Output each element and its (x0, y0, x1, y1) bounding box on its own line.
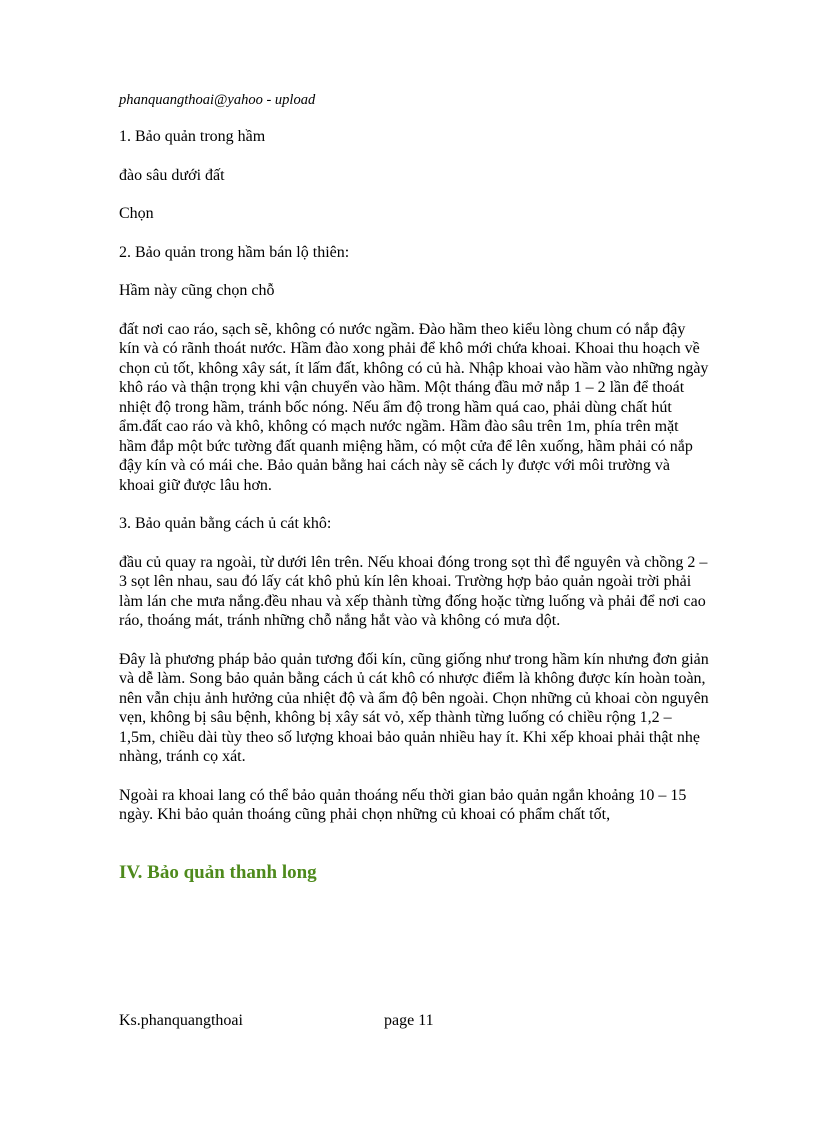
paragraph: Ngoài ra khoai lang có thể bảo quản thoáng nếu thời gian bảo quản ngắn khoảng 10 – 15 ngày. Khi bảo quản thoáng cũng phải chọn những củ khoai có phẩm chất tốt, (119, 786, 687, 823)
section-heading: IV. Bảo quản thanh long (119, 861, 317, 883)
footer-author: Ks.phanquangthoai (119, 1012, 243, 1029)
paragraph: Chọn (119, 205, 154, 222)
paragraph: đất nơi cao ráo, sạch sẽ, không có nước ngầm. Đào hầm theo kiểu lòng chum có nắp đậy kín và có rãnh thoát nước. Hầm đào xong phải để khô mới chứa khoai. Khoai thu hoạch về chọn củ tốt, không xây sát, ít lấm đất, không có củ hà. Nhập khoai vào hầm vào những ngày khô ráo và thận trọng khi vận chuyển vào hầm. Một tháng đầu mở nắp 1 – 2 lần để thoát nhiệt độ trong hầm, tránh bốc nóng. Nếu ẩm độ trong hầm quá cao, phải dùng chất hút ẩm.đất cao ráo và khô, không có mạch nước ngầm. Hầm đào sâu trên 1m, phía trên mặt hầm đắp một bức tường đất quanh miệng hầm, có một cửa để lên xuống, hầm phải có nắp đậy kín và có mái che. Bảo quản bằng hai cách này sẽ cách ly được với môi trường và khoai giữ được lâu hơn. (119, 320, 709, 494)
paragraph: Hầm này cũng chọn chỗ (119, 282, 275, 299)
paragraph-section-1: 1. Bảo quản trong hầm (119, 128, 266, 145)
page-footer (119, 1012, 719, 1030)
paragraph-section-3: 3. Bảo quản bằng cách ủ cát khô: (119, 515, 332, 532)
paragraph-section-2: 2. Bảo quản trong hầm bán lộ thiên: (119, 243, 350, 261)
footer-page-number: page 11 (384, 1012, 434, 1029)
paragraph: Đây là phương pháp bảo quản tương đối kín, cũng giống như trong hầm kín nhưng đơn giản và dễ làm. Song bảo quản bằng cách ủ cát khô có nhược điểm là không được kín hoàn toàn, nên vẫn chịu ảnh hưởng của nhiệt độ và ẩm độ bên ngoài. Chọn những củ khoai còn nguyên vẹn, không bị sâu bệnh, không bị xây sát vỏ, xếp thành từng luống có chiều rộng 1,2 – 1,5m, chiều dài tùy theo số lượng khoai bảo quản nhiều hay ít. Khi xếp khoai phải thật nhẹ nhàng, tránh cọ xát. (119, 650, 709, 765)
paragraph: đầu củ quay ra ngoài, từ dưới lên trên. Nếu khoai đóng trong sọt thì để nguyên và chồng 2 – 3 sọt lên nhau, sau đó lấy cát khô phủ kín lên khoai. Trường hợp bảo quản ngoài trời phải làm lán che mưa nắng.đều nhau và xếp thành từng đống hoặc từng luống và phải để nơi cao ráo, thoáng mát, tránh những chỗ nắng hắt vào và không có mưa dột. (119, 553, 708, 629)
document-page (119, 92, 709, 884)
upload-note: phanquangthoai@yahoo - upload (119, 92, 316, 108)
paragraph: đào sâu dưới đất (119, 166, 225, 184)
